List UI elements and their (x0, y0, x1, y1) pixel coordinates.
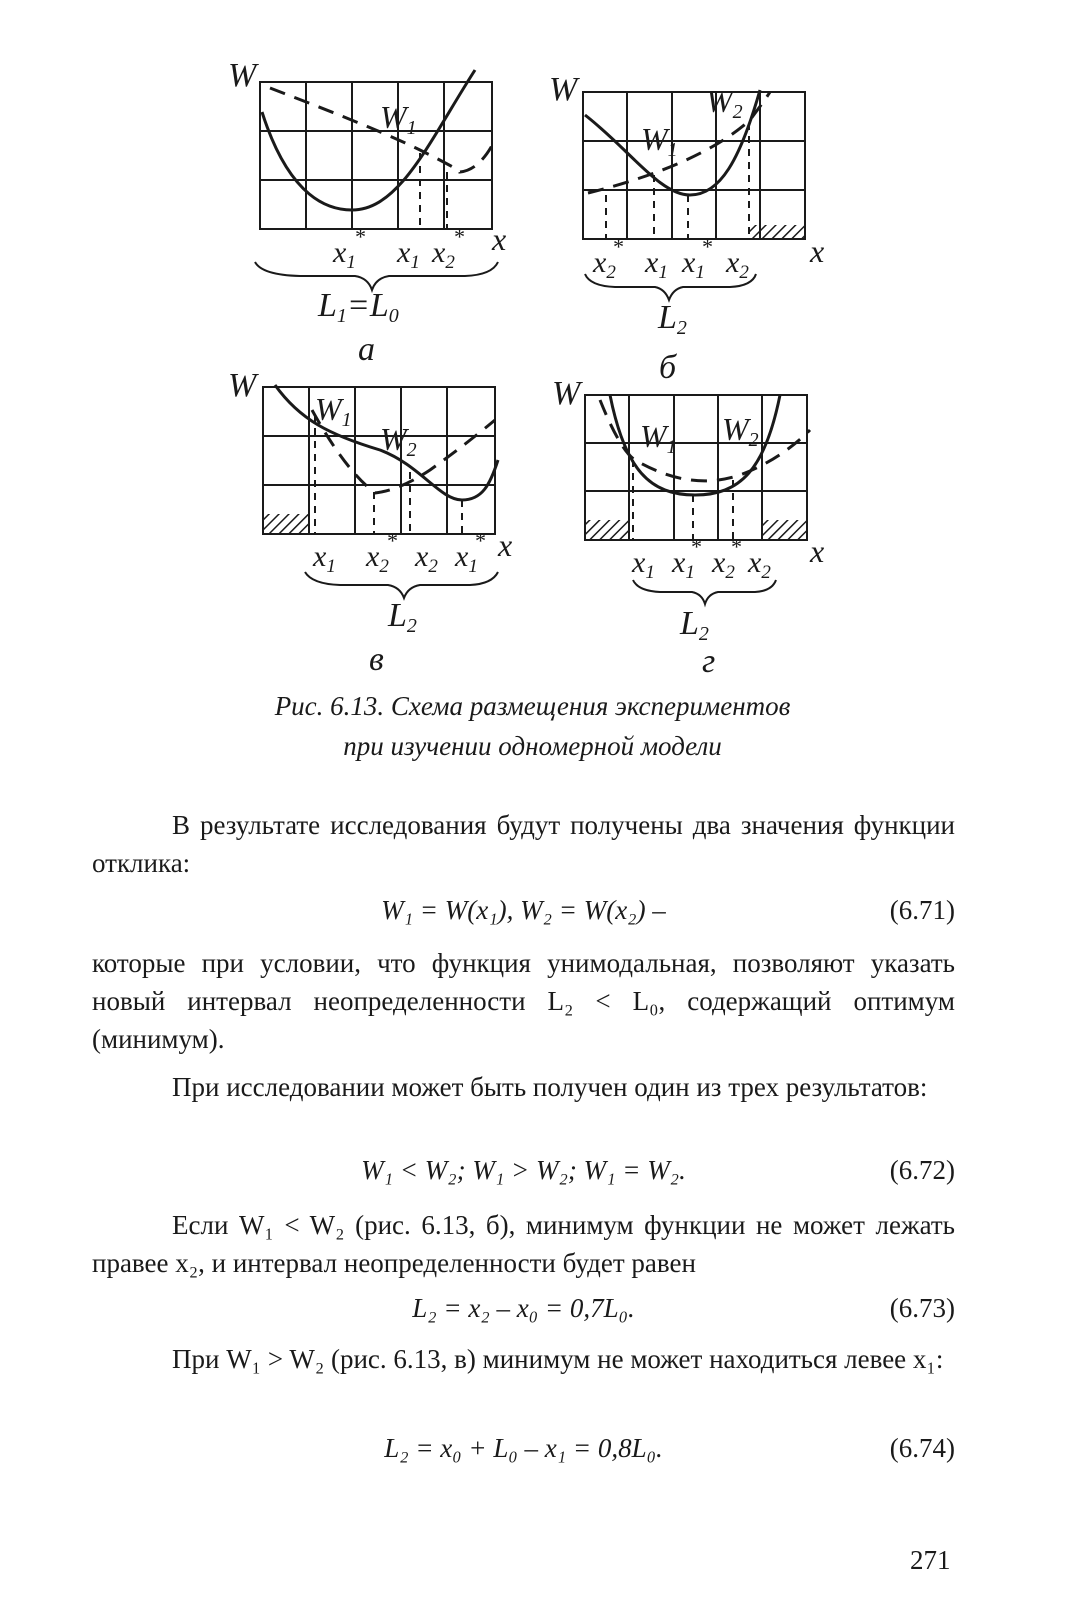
svg-text:*: * (690, 534, 701, 559)
panel-b-grid (583, 92, 805, 239)
svg-text:*: * (354, 224, 365, 249)
equation-6-74-number: (6.74) (889, 1433, 955, 1463)
svg-text:x2: $x_2$ (712, 546, 735, 583)
svg-text:x1: $x_1$ (313, 540, 336, 577)
paragraph-3: При исследовании может быть получен один из трех результатов: (172, 1072, 928, 1102)
panel-a (228, 57, 506, 368)
page-number: 271 (910, 1545, 951, 1575)
svg-text:x1: $x_1$ (333, 236, 356, 273)
panel-g-brace (633, 580, 776, 604)
paragraph-4: Если W₁ < W₂ (рис. 6.13, б), минимум функции не может лежать правее x₂, и интервал неопределенности будет равен (92, 1210, 955, 1278)
panel-a-curve-label: W (380, 99, 407, 135)
svg-text:x2: $x_2$ (432, 236, 455, 273)
svg-text:x2: $x_2$ (748, 546, 771, 583)
panel-g-w2-curve (600, 400, 810, 481)
svg-text:W2: W2 (380, 421, 417, 461)
panel-a-brace (255, 262, 498, 290)
svg-text:L1=L0: L1=L0 (318, 287, 399, 327)
figure-6-13 (0, 0, 1065, 680)
panel-v-x-axis: x (498, 527, 513, 563)
panel-v-y-axis: W (228, 367, 257, 404)
svg-text:W2: W2 (706, 83, 743, 123)
panel-a-x-axis: x (492, 221, 507, 257)
panel-v-label: в (369, 641, 384, 678)
panel-a-y-axis: W (228, 57, 257, 94)
svg-text:x2: $x_2$ (415, 540, 438, 577)
panel-b (549, 71, 824, 386)
panel-b-y-axis: W (549, 71, 578, 108)
svg-text:x2: $x_2$ (366, 540, 389, 577)
equation-6-73-number: (6.73) (889, 1293, 955, 1323)
svg-text:x1: $x_1$ (455, 540, 478, 577)
panel-g-x-axis: x (810, 533, 825, 569)
figure-caption-line-2: при изучении одномерной модели (343, 731, 722, 761)
svg-text:*: * (474, 528, 485, 553)
equation-6-74-formula: L₂ = x₀ + L₀ – x₁ = 0,8L₀. (384, 1433, 663, 1463)
paragraph-2: которые при условии, что функция унимодальная, позволяют указать новый интервал неопределенности L₂ < L₀, содержащий оптимум (минимум). (92, 948, 955, 1054)
svg-text:*: * (612, 234, 623, 259)
panel-v (228, 367, 512, 678)
panel-g-y-axis: W (552, 375, 581, 412)
panel-a-label: а (358, 331, 375, 368)
svg-text:W2: W2 (722, 411, 759, 451)
svg-text:*: * (701, 234, 712, 259)
svg-text:x1: $x_1$ (632, 546, 655, 583)
svg-text:x1: $x_1$ (645, 246, 668, 283)
panel-b-label: б (659, 349, 677, 386)
equation-6-74 (92, 1428, 955, 1468)
paragraph-1: В результате исследования будут получены два значения функции отклика: (92, 810, 955, 878)
figure-caption-line-1: Рис. 6.13. Схема размещения экспериментов (274, 691, 791, 721)
panel-a-grid (260, 82, 492, 229)
svg-text:L2: L2 (388, 597, 417, 637)
panel-g-label: г (702, 643, 716, 680)
panel-b-x-axis: x (810, 233, 825, 269)
svg-text:W1: W1 (380, 99, 417, 139)
svg-text:W1: W1 (315, 391, 352, 431)
equation-6-72 (92, 1150, 955, 1190)
svg-text:x1: $x_1$ (672, 546, 695, 583)
svg-text:W1: W1 (640, 418, 677, 458)
equation-6-73-formula: L₂ = x₂ – x₀ = 0,7L₀. (412, 1293, 635, 1323)
svg-text:W1: W1 (641, 121, 678, 161)
equation-6-71 (92, 890, 955, 930)
paragraph-5: При W₁ > W₂ (рис. 6.13, в) минимум не может находиться левее x₁: (172, 1344, 944, 1374)
svg-text:L2: L2 (680, 605, 709, 645)
equation-6-71-number: (6.71) (889, 895, 955, 925)
equation-6-73 (92, 1288, 955, 1328)
svg-text:x1: $x_1$ (682, 246, 705, 283)
svg-text:x2: $x_2$ (726, 246, 749, 283)
equation-6-72-number: (6.72) (889, 1155, 955, 1185)
svg-text:x1: $x_1$ (397, 236, 420, 273)
equation-6-72-formula: W₁ < W₂; W₁ > W₂; W₁ = W₂. (361, 1155, 686, 1185)
panel-g (552, 375, 824, 680)
svg-text:*: * (730, 534, 741, 559)
svg-text:x2: $x_2$ (593, 246, 616, 283)
svg-text:*: * (386, 528, 397, 553)
svg-text:L2: L2 (658, 299, 687, 339)
svg-text:*: * (453, 224, 464, 249)
equation-6-71-formula: W₁ = W(x₁), W₂ = W(x₂) – (381, 895, 666, 925)
